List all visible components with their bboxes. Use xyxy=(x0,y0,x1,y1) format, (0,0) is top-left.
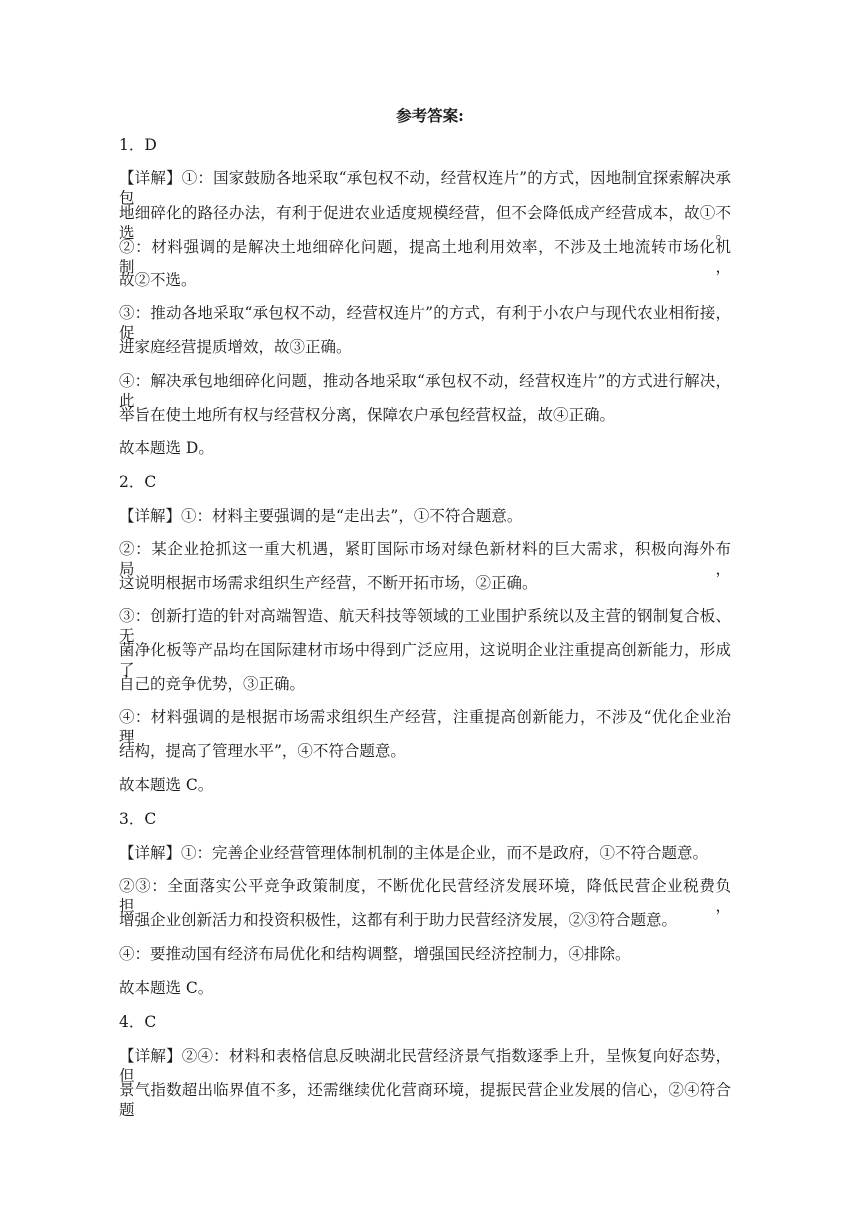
answer-conclusion: 故本题选 D。 xyxy=(119,439,214,457)
answer-conclusion: 故本题选 C。 xyxy=(119,776,214,794)
paragraph-line: ③：推动各地采取“承包权不动，经营权连片”的方式，有利于小农户与现代农业相衔接，促 xyxy=(119,304,731,342)
paragraph-line: 举旨在使土地所有权与经营权分离，保障农户承包经营权益，故④正确。 xyxy=(119,406,616,424)
paragraph-line: ②：某企业抢抓这一重大机遇，紧盯国际市场对绿色新材料的巨大需求，积极向海外布局， xyxy=(119,540,731,578)
paragraph-line: ②③：全面落实公平竞争政策制度，不断优化民营经济发展环境，降低民营企业税费负担， xyxy=(119,877,731,915)
paragraph-line: 增强企业创新活力和投资积极性，这都有利于助力民营经济发展，②③符合题意。 xyxy=(119,911,678,929)
paragraph-line: 地细碎化的路径办法，有利于促进农业适度规模经营，但不会降低成产经营成本，故①不选。 xyxy=(119,204,731,242)
answer-number: 3．C xyxy=(119,810,157,828)
paragraph-line: 进家庭经营提质增效，故③正确。 xyxy=(119,338,352,356)
paragraph-line: 【详解】①：材料主要强调的是“走出去”，①不符合题意。 xyxy=(119,507,523,525)
paragraph-line: ④：要推动国有经济布局优化和结构调整，增强国民经济控制力，④排除。 xyxy=(119,945,631,963)
paragraph-line: 【详解】①：国家鼓励各地采取“承包权不动，经营权连片”的方式，因地制宜探索解决承包 xyxy=(119,169,731,207)
paragraph-line: ④：材料强调的是根据市场需求组织生产经营，注重提高创新能力，不涉及“优化企业治理 xyxy=(119,708,731,746)
paragraph-line: 菌净化板等产品均在国际建材市场中得到广泛应用，这说明企业注重提高创新能力，形成了 xyxy=(119,641,731,679)
paragraph-line: 故②不选。 xyxy=(119,271,197,289)
paragraph-line: 这说明根据市场需求组织生产经营，不断开拓市场，②正确。 xyxy=(119,574,538,592)
paragraph-line: ②：材料强调的是解决土地细碎化问题，提高土地利用效率，不涉及土地流转市场化机制， xyxy=(119,238,731,276)
paragraph-line: ④：解决承包地细碎化问题，推动各地采取“承包权不动，经营权连片”的方式进行解决，此 xyxy=(119,372,731,410)
paragraph-line: 【详解】②④：材料和表格信息反映湖北民营经济景气指数逐季上升，呈恢复向好态势，但 xyxy=(119,1047,731,1085)
paragraph-line: 自己的竞争优势，③正确。 xyxy=(119,675,306,693)
answer-conclusion: 故本题选 C。 xyxy=(119,979,214,997)
paragraph-line: ③：创新打造的针对高端智造、航天科技等领域的工业围护系统以及主营的钢制复合板、无 xyxy=(119,607,731,645)
answer-number: 4．C xyxy=(119,1013,157,1031)
answer-number: 2．C xyxy=(119,473,157,491)
page-title: 参考答案: xyxy=(396,106,464,125)
paragraph-line: 景气指数超出临界值不多，还需继续优化营商环境，提振民营企业发展的信心，②④符合题 xyxy=(119,1081,731,1119)
paragraph-line: 结构，提高了管理水平”，④不符合题意。 xyxy=(119,742,406,760)
answer-number: 1．D xyxy=(119,136,157,154)
paragraph-line: 【详解】①：完善企业经营管理体制机制的主体是企业，而不是政府，①不符合题意。 xyxy=(119,844,709,862)
